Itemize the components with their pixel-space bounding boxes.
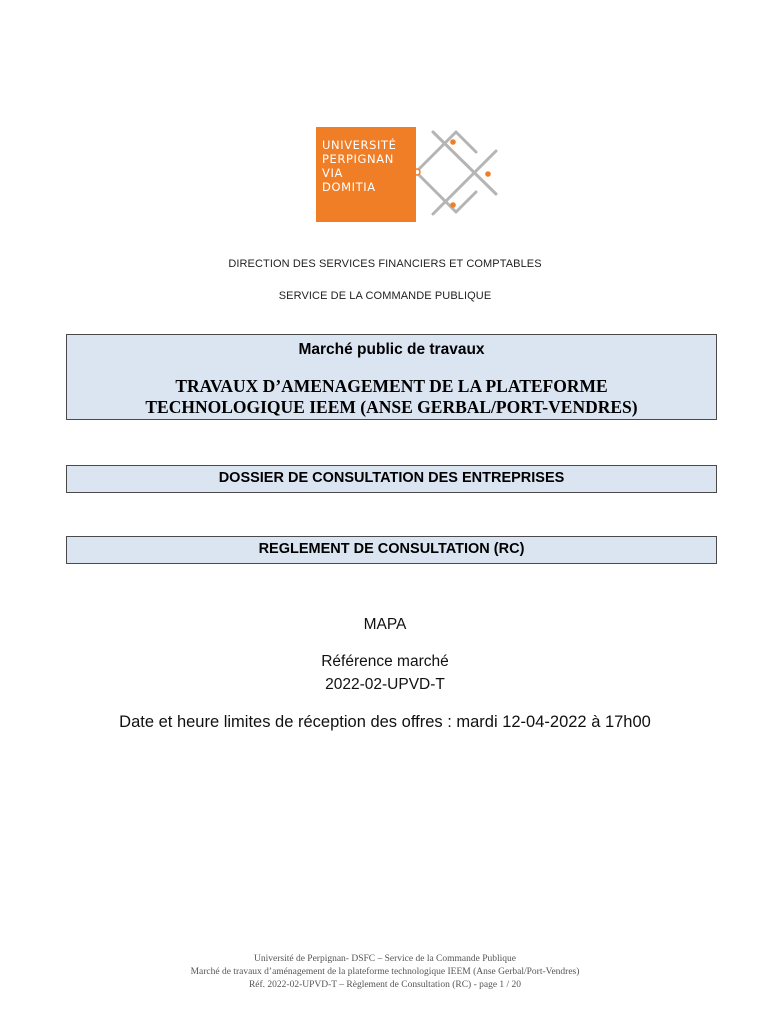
dossier-box <box>66 465 717 493</box>
direction-heading: DIRECTION DES SERVICES FINANCIERS ET COMPTABLES <box>228 258 542 270</box>
deadline-text: Date et heure limites de réception des offres : mardi 12-04-2022 à 17h00 <box>119 713 651 731</box>
university-logo <box>316 127 506 223</box>
marche-title-line-2: TECHNOLOGIQUE IEEM (ANSE GERBAL/PORT-VENDRES) <box>145 397 638 417</box>
logo-line-1: UNIVERSITÉ <box>322 138 397 152</box>
logo-line-2: PERPIGNAN <box>322 152 394 166</box>
procedure-type: MAPA <box>363 616 407 633</box>
footer-line-3: Réf. 2022-02-UPVD-T – Règlement de Consultation (RC) - page 1 / 20 <box>248 980 522 990</box>
logo-wordmark <box>322 138 397 194</box>
footer-line-2: Marché de travaux d’aménagement de la plateforme technologique IEEM (Anse Gerbal/Port-Vendres) <box>190 967 580 977</box>
footer-line-1: Université de Perpignan- DSFC – Service de la Commande Publique <box>254 954 516 964</box>
marche-title <box>67 376 716 418</box>
reference-label: Référence marché <box>321 653 449 670</box>
logo-line-4: DOMITIA <box>322 180 376 194</box>
dossier-label: DOSSIER DE CONSULTATION DES ENTREPRISES <box>218 470 565 486</box>
reglement-box <box>66 536 717 564</box>
reglement-label: REGLEMENT DE CONSULTATION (RC) <box>258 541 525 557</box>
marche-title-line-1: TRAVAUX D’AMENAGEMENT DE LA PLATEFORME <box>175 376 608 396</box>
marche-title-box <box>66 334 717 420</box>
logo-line-3: VIA <box>322 166 343 180</box>
reference-value: 2022-02-UPVD-T <box>325 676 445 693</box>
logo-orange-block <box>316 127 416 222</box>
marche-type: Marché public de travaux <box>298 341 485 358</box>
page-footer <box>0 953 770 992</box>
service-heading: SERVICE DE LA COMMANDE PUBLIQUE <box>278 290 492 302</box>
